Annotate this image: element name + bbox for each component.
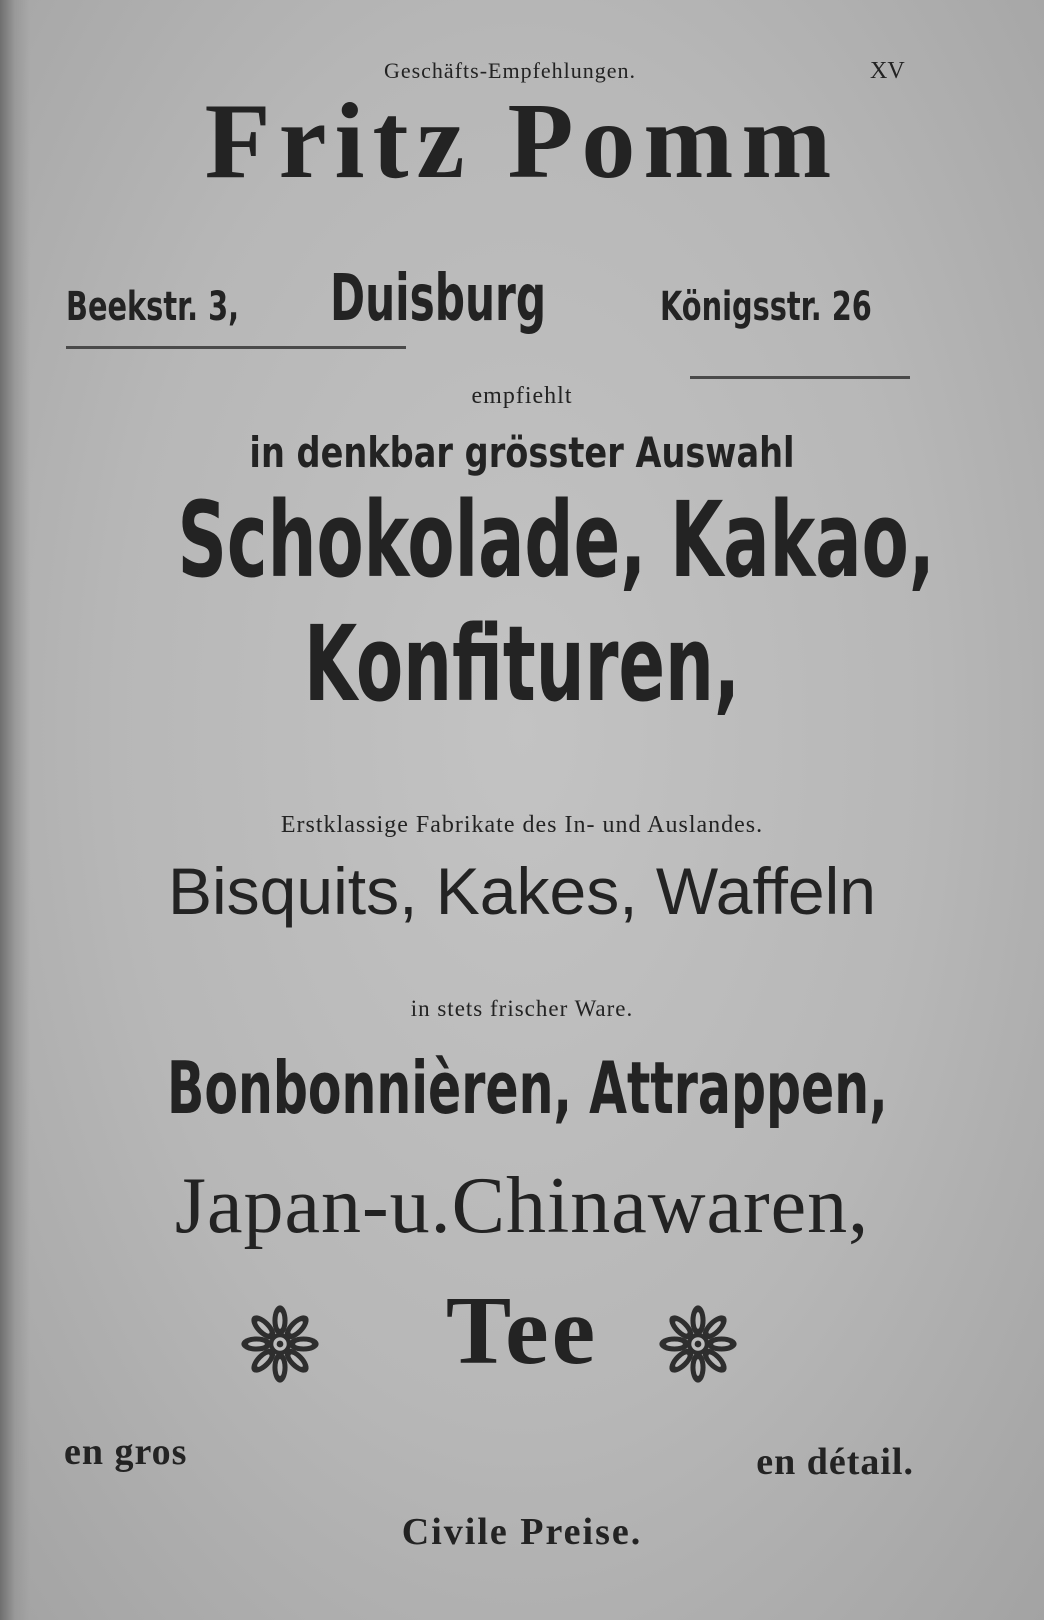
divider-right [690,376,910,379]
prices-note: Civile Preise. [401,1511,643,1553]
retail-label: en détail. [756,1441,914,1483]
confectionery-line: Bonbonnièren, Attrappen, [167,1046,888,1130]
asian-goods-line: Japan-u.Chinawaren, [174,1162,870,1250]
product-line-chocolate: Schokolade, Kakao, [177,479,935,601]
quality-note: Erstklassige Fabrikate des In- und Auslandes. [280,812,764,838]
city-name: Duisburg [330,262,547,336]
address-left: Beekstr. 3, [66,284,240,330]
wholesale-label: en gros [64,1431,188,1473]
divider-left [66,346,406,349]
section-header: Geschäfts-Empfehlungen. [383,58,637,83]
flower-ornament-icon [656,1302,740,1386]
product-line-confiture: Konfituren, [304,603,740,725]
page-number: XV [870,58,905,84]
freshness-note: in stets frischer Ware. [410,996,634,1021]
tea-heading: Tee [445,1277,599,1385]
selection-text: in denkbar grösster Auswahl [249,428,795,477]
recommends-text: empfiehlt [471,383,573,409]
baked-goods-line: Bisquits, Kakes, Waffeln [168,854,876,928]
address-right: Königsstr. 26 [660,284,872,330]
company-name: Fritz Pomm [204,82,840,201]
